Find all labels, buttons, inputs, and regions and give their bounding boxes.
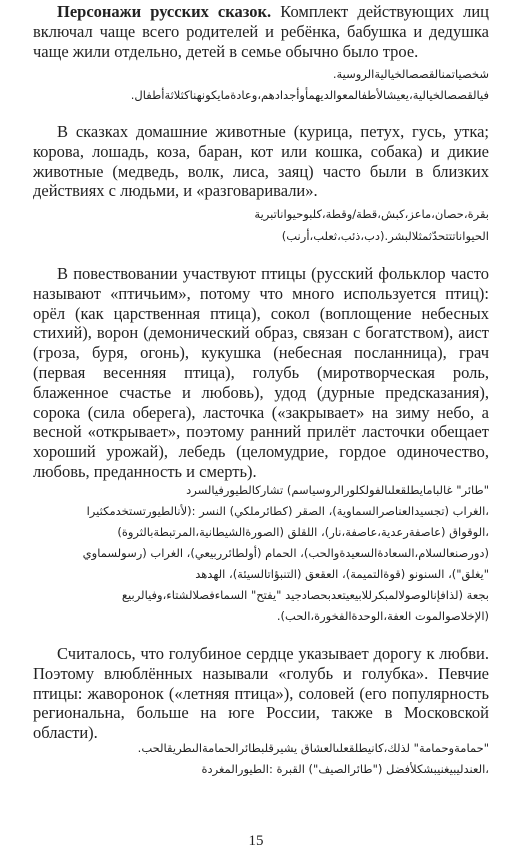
page-number: 15: [248, 833, 264, 849]
arabic-line: فيالقصصالخيالية،يعيشالأطفالمعوالديهمأوأجدادهم،وعادةمايكونهناكثلاثةأطفال.: [130, 88, 489, 102]
paragraph-dove: Считалось, что голубиное сердце указывает дорогу к любви. Поэтому влюблённых называли «голубь и голубка». Певчие птицы: жаворонок («летняя птица»), соловей (его популярность региональна, больше на юге России, также в Московской области).: [33, 644, 489, 743]
arabic-line: "حمامةوحمامة" لذلك،كانيطلقعلىالعشاق يشيرقلبطائرالحمامةالىطريقالحب.: [137, 741, 489, 755]
arabic-line: الحيواناتتتحدّثمثلالبشر.(دب،ذئب،ثعلب،أرنب): [281, 229, 489, 243]
arabic-line: بجعة (لذافإنالوصولالمبكرللابيعيتعدبحصادجيد "يفتح" السماءفصلالشتاء،وفيالربيع: [121, 588, 489, 602]
paragraph-text: Комплект действующих лиц включал чаще всего родителей и ребёнка, бабушка и дедушка чаще жили отдельно, детей в семье обычно было трое.: [33, 2, 489, 61]
arabic-line: ،الغراب (تجسيدالعناصرالسماوية)، الصقر (كطائرملكي) النسر :(لأنالطيورتستخدمكثيرا: [86, 504, 489, 518]
arabic-line: ،الوقواق (عاصفةرعدية،عاصفة،نار)، اللقلق (الصورةالشيطانية،المرتبطةبالثروة): [117, 525, 489, 539]
paragraph-characters: [33, 2, 489, 61]
arabic-line: "طائر" غالبامايطلقعلىالفولكلورالروسياسم) تشاركالطيورفيالسرد: [186, 483, 489, 497]
arabic-line: "يغلق")، السنونو (قوةالتميمة)، العقعق (التنبؤاتالسيئة)، الهدهد: [195, 567, 489, 581]
arabic-line: (دورصنعالسلام،السعادةالسعيدةوالحب)، الحمام (أولطائرربيعي)، الغراب (رسولسماوي: [82, 546, 489, 560]
paragraph-birds: В повествовании участвуют птицы (русский фольклор часто называют «птичьим», потому что много используется птиц): орёл (как царственная птица), сокол (воплощение небесных стихий), ворон (демонический образ, связан с богатством), аист (гроза, буря, огонь), кукушка (небесная посланница), грач (первая весенняя птица), голубь (миротворческая роль, блаженное счастье и любовь), удод (дурные предсказания), сорока (сила оберега), ласточка («закрывает» на зиму небо, а весной «открывает», поэтому ранний прилёт ласточки обещает хороший урожай), лебедь (целомудрие, гордое одиночество, любовь, преданность и смерть).: [33, 264, 489, 481]
arabic-line: ،العندليبيغنيبشكلأفضل ("طائرالصيف") القبرة :الطيورالمغردة: [201, 762, 489, 776]
paragraph-animals: В сказках домашние животные (курица, петух, гусь, утка; корова, лошадь, коза, баран, кот или кошка, собака) и дикие животные (медведь, волк, лиса, заяц) часто были в близких действиях с людьми, и «разговаривали».: [33, 122, 489, 201]
arabic-line: بقرة،حصان،ماعز،كبش،قطة/وقطة،كلبوحيواناتبرية: [254, 207, 489, 221]
arabic-line: شخصياتمنالقصصالخياليةالروسية.: [332, 67, 489, 81]
arabic-line: (الإخلاصوالموت العفة،الوحدةالفخورة،الحب).: [276, 609, 489, 623]
section-heading: Персонажи русских сказок.: [57, 2, 272, 21]
